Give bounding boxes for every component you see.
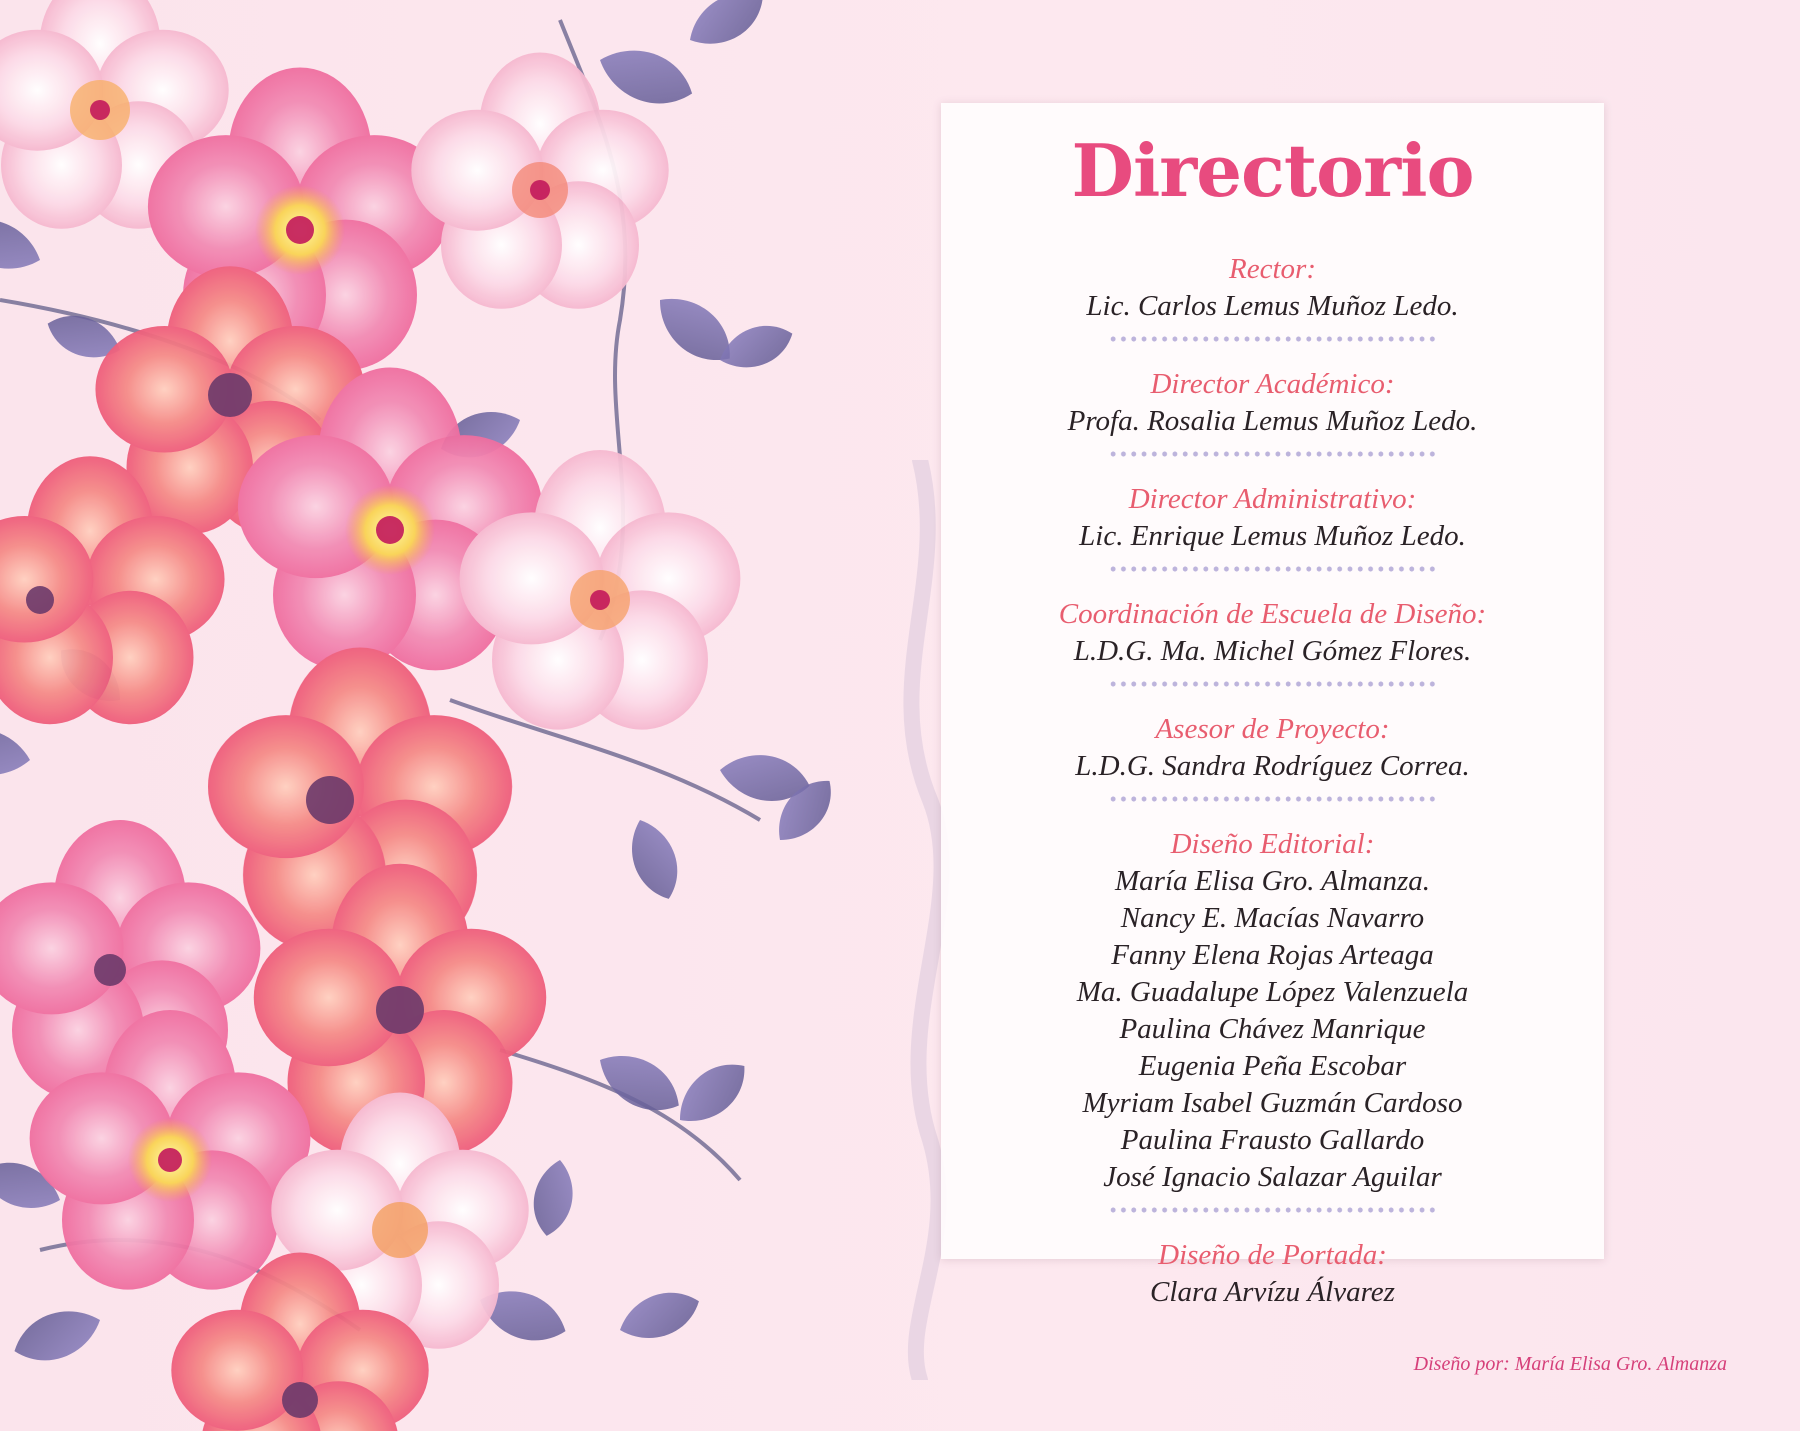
person-name: Nancy E. Macías Navarro [1120,902,1425,934]
directory-section [941,481,1604,572]
dotted-divider [1108,1207,1438,1213]
dotted-divider [1108,336,1438,342]
role-label: Coordinación de Escuela de Diseño: [1058,598,1487,630]
person-name: Lic. Carlos Lemus Muñoz Ledo. [1086,290,1459,322]
person-name: Ma. Guadalupe López Valenzuela [1076,976,1469,1008]
role-label: Director Académico: [1150,368,1395,400]
directory-section [941,251,1604,342]
role-label: Director Administrativo: [1128,483,1417,515]
dotted-divider [1108,796,1438,802]
floral-illustration [0,0,880,1431]
role-label: Diseño de Portada: [1158,1239,1387,1271]
person-name: L.D.G. Ma. Michel Gómez Flores. [1073,635,1472,667]
person-name: Paulina Frausto Gallardo [1120,1124,1425,1156]
dotted-divider [1108,681,1438,687]
directory-sections [941,251,1604,1311]
directory-title: Directorio [1071,128,1474,213]
person-name: Profa. Rosalia Lemus Muñoz Ledo. [1067,405,1478,437]
directory-section [941,596,1604,687]
person-name: Lic. Enrique Lemus Muñoz Ledo. [1079,520,1466,552]
person-name: Fanny Elena Rojas Arteaga [1111,939,1434,971]
directory-section [941,711,1604,802]
role-label: Asesor de Proyecto: [1155,713,1390,745]
directory-section [941,366,1604,457]
directory-section [941,826,1604,1213]
dotted-divider [1108,451,1438,457]
role-label: Diseño Editorial: [1170,828,1375,860]
directory-section [941,1237,1604,1311]
directory-card [941,103,1604,1308]
person-name: Clara Arvízu Álvarez [1150,1276,1395,1308]
design-credit: Diseño por: María Elisa Gro. Almanza [1413,1353,1727,1375]
person-name: Myriam Isabel Guzmán Cardoso [1082,1087,1463,1119]
person-name: Eugenia Peña Escobar [1138,1050,1407,1082]
person-name: Paulina Chávez Manrique [1119,1013,1426,1045]
person-name: María Elisa Gro. Almanza. [1115,865,1430,897]
person-name: L.D.G. Sandra Rodríguez Correa. [1075,750,1470,782]
dotted-divider [1108,566,1438,572]
role-label: Rector: [1229,253,1316,285]
person-name: José Ignacio Salazar Aguilar [1103,1161,1442,1193]
